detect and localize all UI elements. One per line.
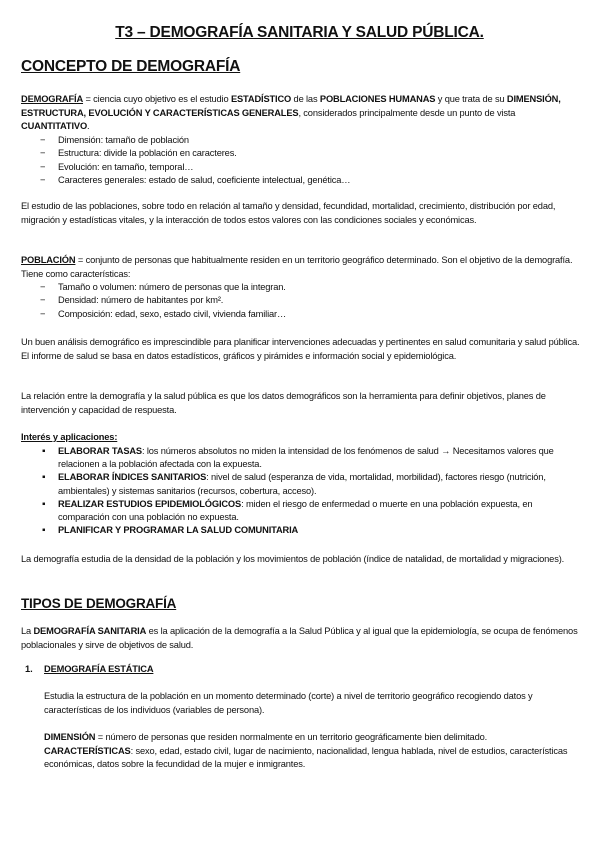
estudio-paragraph: El estudio de las poblaciones, sobre todo en relación al tamaño y densidad, fecundidad, mortalidad, crecimiento, distribución por edad, migración y estadísticas vitales, y la interacción de todos estos valores con las condiciones sociales y económicas. xyxy=(21,201,556,225)
def-list xyxy=(40,134,570,188)
list-item: − Estructura: divide la población en caracteres. xyxy=(40,147,570,160)
term-poblacion: POBLACIÓN xyxy=(21,255,76,265)
list-item xyxy=(40,471,560,497)
def-text-5: . xyxy=(87,121,90,132)
list-item xyxy=(40,524,560,537)
intro-bold: DEMOGRAFÍA SANITARIA xyxy=(33,626,147,636)
estatica-paragraph: Estudia la estructura de la población en un momento determinado (corte) a nivel de territorio geográfico recogiendo datos y características de los individuos (variables de persona). xyxy=(44,691,533,715)
dimension-text: = número de personas que residen normalmente en un territorio geográficamente bien delimitado. xyxy=(95,732,488,742)
document-title: T3 – DEMOGRAFÍA SANITARIA Y SALUD PÚBLICA. xyxy=(115,24,484,41)
def-bold-1: ESTADÍSTICO xyxy=(230,94,292,104)
poblacion-list xyxy=(40,281,570,321)
analisis-paragraph: Un buen análisis demográfico es imprescindible para planificar intervenciones adecuadas y pertinentes en salud comunitaria y salud pública. El informe de salud se basa en datos estadísticos, gráficos y pirámides e información social y epidemiológica. xyxy=(21,337,580,361)
list-item: − Composición: edad, sexo, estado civil, vivienda familiar… xyxy=(40,308,570,321)
list-item: − Tamaño o volumen: número de personas que la integran. xyxy=(40,281,570,294)
item-bold: REALIZAR ESTUDIOS EPIDEMIOLÓGICOS xyxy=(58,498,242,509)
demografia-estatica-heading: DEMOGRAFÍA ESTÁTICA xyxy=(44,664,154,674)
item-bold: ELABORAR ÍNDICES SANITARIOS xyxy=(58,472,207,483)
def-bold-3: DIMENSIÓN, ESTRUCTURA, EVOLUCIÓN Y CARACTERÍSTICAS GENERALES xyxy=(21,94,561,118)
caracteristicas-term: CARACTERÍSTICAS xyxy=(44,745,131,756)
interes-list xyxy=(40,445,560,537)
def-text-1: = ciencia cuyo objetivo es el estudio xyxy=(83,94,231,104)
interes-heading xyxy=(21,431,581,445)
intro-text-2: es la aplicación de la demografía a la Salud Pública y al igual que la epidemiología, se ocupa de fenómenos poblacionales y sirve de objetivos de salud. xyxy=(21,626,578,650)
def-bold-4: CUANTITATIVO xyxy=(21,121,88,132)
list-item: − Evolución: en tamaño, temporal… xyxy=(40,161,570,174)
def-bold-2: POBLACIONES HUMANAS xyxy=(319,94,436,104)
interes-heading-text: Interés y aplicaciones: xyxy=(21,432,118,442)
caracteristicas-text: : sexo, edad, estado civil, lugar de nacimiento, nacionalidad, lengua hablada, nivel de estudios, características económicas, datos sobre la fecundidad de la mujer e inmigrantes. xyxy=(44,745,568,770)
item-bold: PLANIFICAR Y PROGRAMAR LA SALUD COMUNITARIA xyxy=(58,525,299,536)
list-item: − Dimensión: tamaño de población xyxy=(40,134,570,147)
densidad-paragraph: La demografía estudia de la densidad de la población y los movimientos de población (índice de natalidad, de mortalidad y migraciones). xyxy=(21,554,565,564)
list-item: − Densidad: número de habitantes por km². xyxy=(40,294,570,307)
relacion-paragraph: La relación entre la demografía y la salud pública es que los datos demográficos son la herramienta para definir objetivos, planes de intervención y capacidad de respuesta. xyxy=(21,391,546,415)
item-bold: ELABORAR TASAS xyxy=(58,446,142,456)
tipos-intro xyxy=(21,625,581,652)
item-text: : los números absolutos no miden la intensidad de los fenómenos de salud → Necesitamos valores que relacionen a la población afectada con la expuesta. xyxy=(58,446,554,470)
def-text-4: , considerados principalmente desde un punto de vista xyxy=(298,107,516,118)
item-text: : miden el riesgo de enfermedad o muerte en una población expuesta, en comparación con una población no expuesta. xyxy=(58,498,533,523)
list-item xyxy=(40,445,560,471)
dimension-term: DIMENSIÓN xyxy=(44,732,96,742)
def-text-2: de las xyxy=(291,94,320,104)
heading-tipos: TIPOS DE DEMOGRAFÍA xyxy=(21,596,177,611)
dimension-caracteristicas xyxy=(44,731,584,772)
def-text-3: y que trata de su xyxy=(435,94,507,104)
item-text: : nivel de salud (esperanza de vida, mortalidad, morbilidad), factores riesgo (nutrición, ambientales) y sistemas sanitarios (recursos, cobertura, acceso). xyxy=(58,472,546,496)
term-demografia: DEMOGRAFÍA xyxy=(21,94,84,104)
item-number: 1. xyxy=(25,664,33,674)
list-item xyxy=(40,498,560,524)
definicion-demografia xyxy=(21,93,581,134)
definicion-poblacion xyxy=(21,254,581,281)
poblacion-text: = conjunto de personas que habitualmente residen en un territorio geográfico determinado. Son el objetivo de la demografía. Tiene como características: xyxy=(21,255,573,279)
list-item: − Caracteres generales: estado de salud, coeficiente intelectual, genética… xyxy=(40,174,570,187)
heading-concepto: CONCEPTO DE DEMOGRAFÍA xyxy=(21,58,241,75)
intro-text-1: La xyxy=(21,626,34,636)
